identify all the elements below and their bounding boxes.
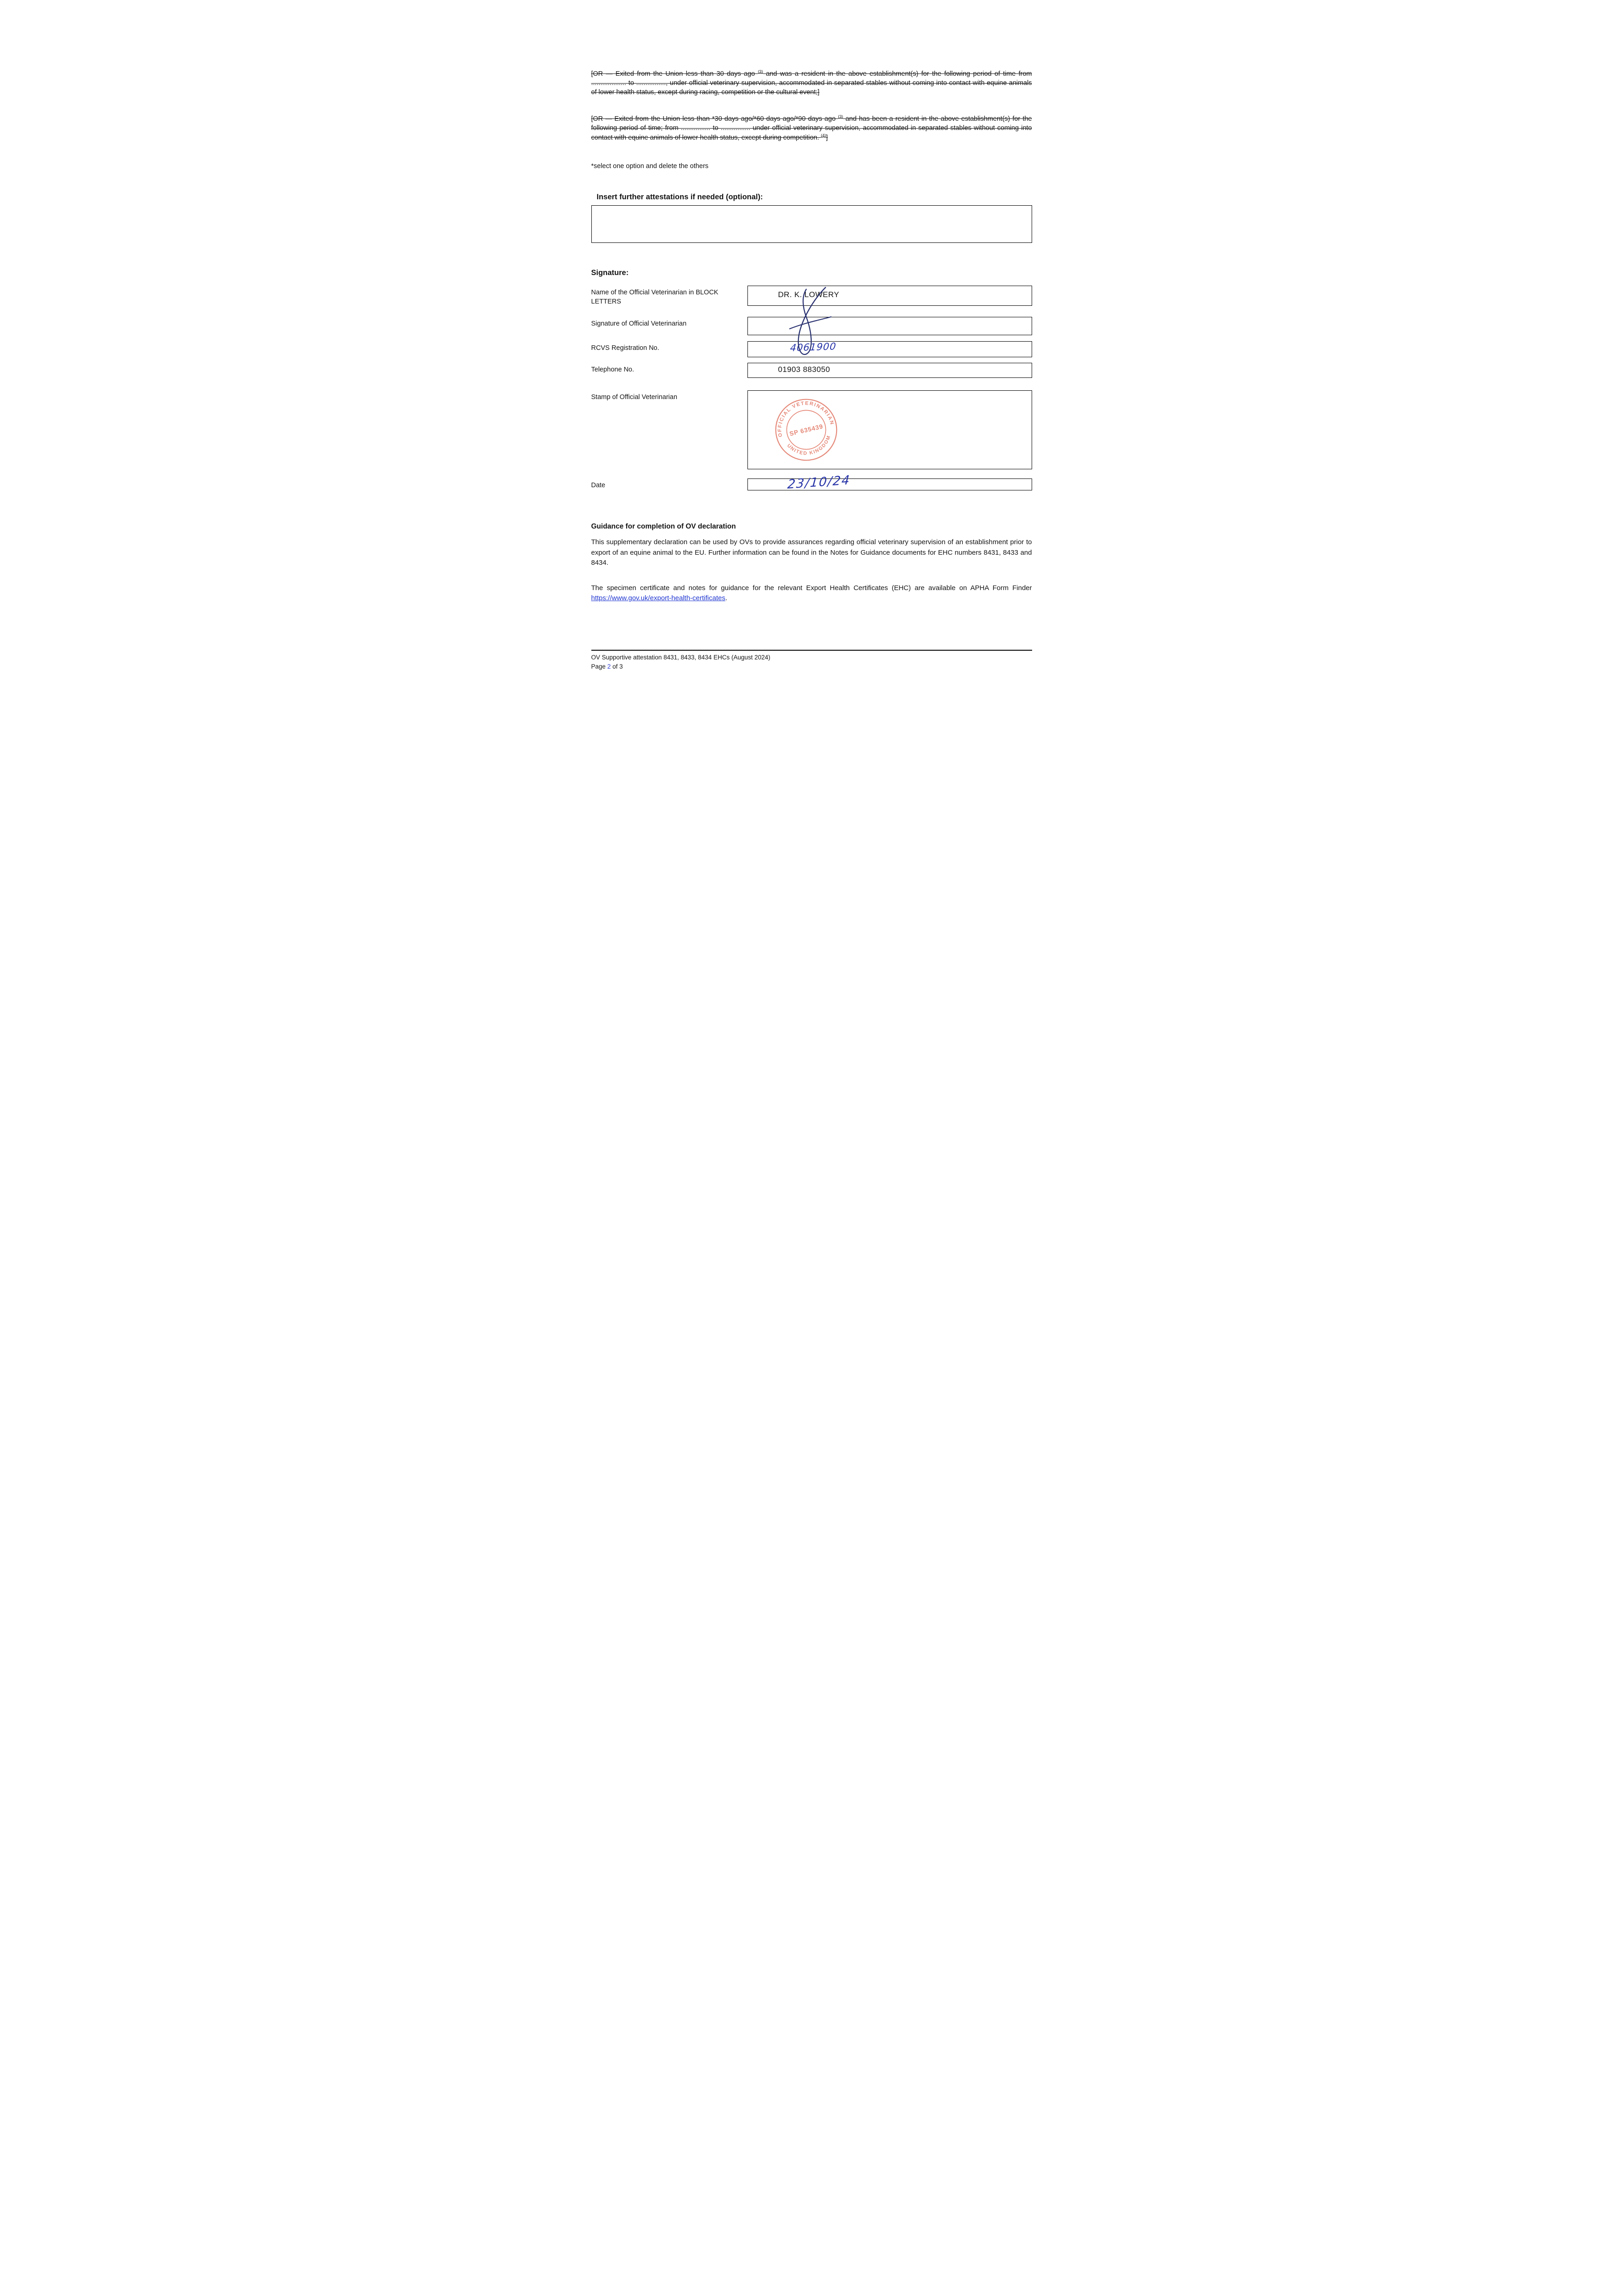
date-handwritten-value: 23/10/24: [786, 473, 851, 492]
form-row-signature: [591, 317, 1032, 335]
date-label: Date: [591, 482, 606, 490]
official-veterinarian-stamp-icon: [759, 383, 853, 477]
attestation-option-1-text-cont: and was a resident in the above establishment(s) for the following period of time from ................... to ................, under official veterinary supervision, accommodated in separated stables without coming into contact with equine animals of lower health status, except during racing, competition or the cultural event;]: [591, 70, 1032, 96]
attestation-option-1: [591, 69, 1032, 97]
further-attestations-heading: Insert further attestations if needed (optional):: [596, 193, 763, 202]
footnote-ref-4: (4): [821, 133, 826, 138]
name-label: Name of the Official Veterinarian in BLOCK LETTERS: [591, 289, 719, 305]
attestation-option-2-text: [OR — Exited from the Union less than *30 days ago/*60 days ago/*90 days ago: [591, 115, 838, 123]
signature-box: [747, 317, 1032, 335]
name-value: DR. K. LOWERY: [778, 290, 839, 299]
footer-page-prefix: Page: [591, 663, 607, 670]
form-row-date: [591, 473, 1032, 492]
form-row-phone: [591, 363, 1032, 378]
footnote-ref-3: (3): [758, 69, 763, 74]
rcvs-handwritten-value: 4061900: [789, 341, 837, 354]
attestation-option-2-close: ]: [826, 134, 828, 141]
stamp-center-text: SP 635439: [788, 423, 824, 438]
form-row-stamp: [591, 390, 1032, 469]
footnote-ref-3b: (3): [838, 114, 843, 119]
rcvs-box: [747, 341, 1032, 357]
stamp-label: Stamp of Official Veterinarian: [591, 394, 678, 401]
guidance-paragraph-2: [591, 583, 1032, 604]
guidance-paragraph-2-text: The specimen certificate and notes for guidance for the relevant Export Health Certificates (EHC) are available on APHA Form Finder: [591, 584, 1032, 592]
attestation-option-2-text-cont: and has been a resident in the above establishment(s) for the following period of time; from ................ to ................ under official veterinary supervision, accommodated in separated stables without coming into contact with equine animals of lower health status, except during competition.: [591, 115, 1032, 141]
select-option-note: *select one option and delete the others: [591, 163, 709, 170]
phone-value: 01903 883050: [778, 365, 831, 374]
signature-form: [591, 286, 1032, 490]
form-row-rcvs: [591, 341, 1032, 357]
form-row-name: [591, 286, 1032, 306]
signature-section-heading: Signature:: [591, 269, 629, 277]
attestation-option-2: [591, 114, 1032, 143]
phone-box: [747, 363, 1032, 378]
guidance-heading: Guidance for completion of OV declaration: [591, 523, 736, 531]
date-box: [747, 473, 1032, 492]
footer-page-number: 2: [607, 663, 611, 670]
footer-page-indicator: [591, 662, 1032, 671]
footer-title: OV Supportive attestation 8431, 8433, 8434 EHCs (August 2024): [591, 653, 770, 661]
name-box: [747, 286, 1032, 306]
attestation-option-1-text: [OR — Exited from the Union less than 30 days ago: [591, 70, 758, 78]
footer-page-suffix: of 3: [611, 663, 623, 670]
stamp-bottom-text: UNITED KINGDOM: [786, 434, 832, 456]
page-footer: [591, 650, 1032, 672]
guidance-paragraph-2-suffix: .: [725, 594, 728, 602]
guidance-paragraph-1: This supplementary declaration can be used by OVs to provide assurances regarding official veterinary supervision of an establishment prior to export of an equine animal to the EU. Further information can be found in the Notes for Guidance documents for EHC numbers 8431, 8433 and 8434.: [591, 538, 1032, 567]
further-attestations-box: [591, 205, 1032, 243]
signature-label: Signature of Official Veterinarian: [591, 320, 687, 328]
document-page: [559, 0, 1064, 715]
stamp-box: [747, 390, 1032, 469]
phone-label: Telephone No.: [591, 366, 635, 374]
rcvs-label: RCVS Registration No.: [591, 344, 659, 352]
export-health-certificates-link[interactable]: https://www.gov.uk/export-health-certificates: [591, 594, 725, 602]
stamp-top-text: OFFICIAL VETERINARIAN: [777, 400, 835, 438]
